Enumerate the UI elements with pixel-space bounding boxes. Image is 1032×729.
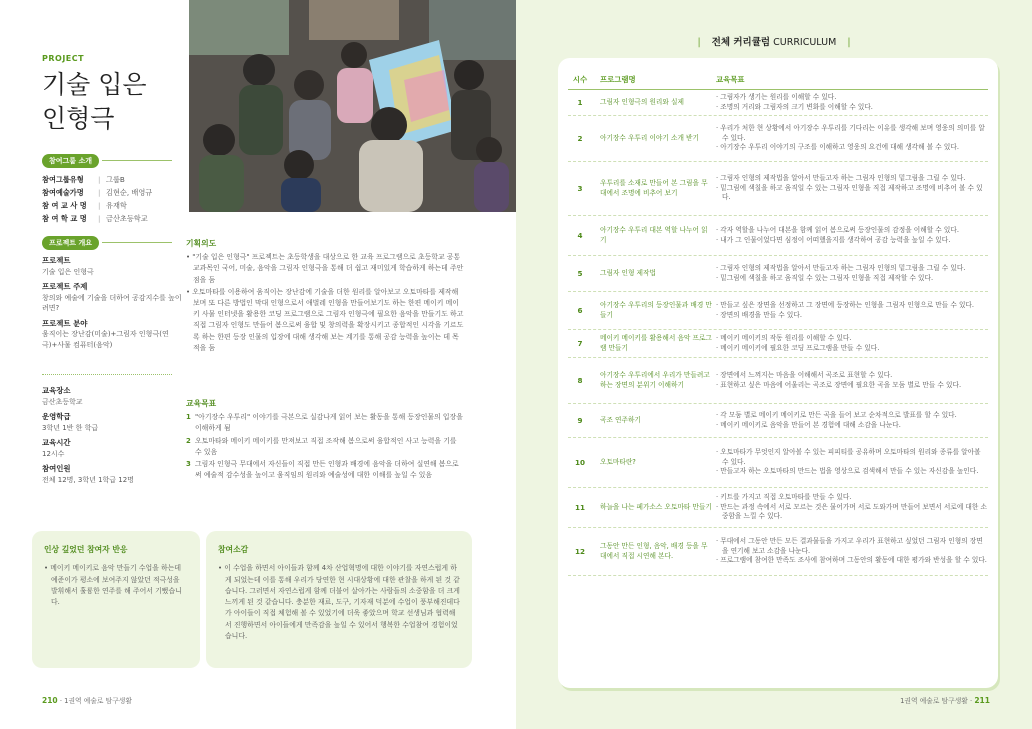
overview-heading: 프로젝트 주제 bbox=[42, 282, 88, 291]
intro-pill-line bbox=[102, 160, 172, 161]
classroom-photo-image bbox=[189, 0, 516, 212]
row-goals bbox=[712, 334, 988, 354]
detail-heading: 참여인원 bbox=[42, 464, 71, 473]
info-row bbox=[42, 212, 152, 225]
table-row bbox=[568, 488, 988, 528]
intent-paragraph: • 오토마타를 이용하여 움직이는 장난감에 기술을 더한 원리를 알아보고 오토마타를 제작해 보며 또 다른 방법인 막대 인형으로서 애벌레 인형을 만들어보기도 하는 한편 메이키 메이키 사물 인터넷을 활용한 코딩 프로그램으로 그림자 인형극에 필요한 음악을 만들기도 하고 직접 그림자 인형도 만들어 봄으로써 융합 및 창의력을 확장시키고 종합적인 시각을 기르도록 하는 한편 등장 인물의 입장에 대해 생각해 보는 계기를 통해 공감 능력을 높이는 데 목적을 둠 bbox=[186, 287, 464, 352]
row-goal-line: · 만드는 과정 속에서 서로 모르는 것은 물어가며 서로 도와가며 만들어 보면서 서로에 대한 소중함을 느낄 수 있다. bbox=[716, 502, 987, 521]
info-value: 그룹B bbox=[106, 175, 125, 184]
goal-item bbox=[186, 459, 464, 481]
row-program-name: 아기장수 우투리의 등장인물과 배경 만들기 bbox=[600, 300, 712, 319]
row-number: 7 bbox=[577, 338, 583, 348]
row-program-name: 우투리를 소재로 만들어 본 그림을 무대에서 조명에 비추어 보기 bbox=[600, 178, 708, 197]
title-bar-left: | bbox=[697, 37, 701, 48]
row-goals bbox=[712, 226, 988, 246]
row-goal-line: · 각자 역할을 나누어 대본을 함께 읽어 봄으로써 등장인물의 감정을 이해할 수 있다. bbox=[716, 225, 959, 234]
review-box bbox=[206, 531, 472, 668]
details-block bbox=[42, 381, 182, 485]
info-value: 금산초등학교 bbox=[106, 214, 148, 223]
goal-item bbox=[186, 436, 464, 458]
overview-heading: 프로젝트 분야 bbox=[42, 318, 88, 328]
reaction-heading: 인상 깊었던 참여자 반응 bbox=[44, 545, 128, 554]
table-row bbox=[568, 116, 988, 162]
goal-text: 그림자 인형극 무대에서 자신들이 직접 만든 인형과 배경에 음악을 더하여 실연해 봄으로써 예술적 감수성을 높이고 움직임의 원리와 예술성에 대한 이해를 높일 수 있음 bbox=[195, 460, 459, 480]
info-row bbox=[42, 186, 152, 199]
row-goals bbox=[712, 174, 988, 203]
row-goal-line: · 표현하고 싶은 마음에 어울리는 곡조로 장면에 필요한 곡을 모둠 별로 만들 수 있다. bbox=[716, 380, 962, 389]
info-separator: | bbox=[98, 201, 101, 210]
row-goal-line: · 프로그램에 참여한 만족도 조사에 참여하며 그동안의 활동에 대한 평가와 반성을 할 수 있다. bbox=[716, 556, 987, 565]
detail-heading: 교육시간 bbox=[42, 438, 71, 447]
table-header bbox=[568, 70, 988, 90]
row-number: 10 bbox=[574, 457, 585, 467]
goal-text: 오토마타와 메이키 메이키를 만져보고 직접 조작해 봄으로써 융합적인 사고 능력을 기를 수 있음 bbox=[195, 436, 457, 456]
right-page bbox=[516, 0, 1032, 729]
row-goals bbox=[712, 371, 988, 391]
row-program-name: 아기장수 우투리에서 우리가 만들려고 하는 장면의 분위기 이해하기 bbox=[600, 370, 710, 389]
overview-block bbox=[42, 251, 182, 350]
row-program-name: 하늘을 나는 페가소스 오토마타 만들기 bbox=[600, 502, 712, 511]
row-goals bbox=[712, 493, 988, 522]
row-number: 11 bbox=[574, 502, 585, 512]
group-info-list bbox=[42, 173, 152, 225]
goal-number: 3 bbox=[186, 460, 191, 469]
info-key: 참 여 교 사 명 bbox=[42, 201, 87, 210]
row-program-name: 아기장수 우투리 이야기 소개 받기 bbox=[600, 133, 699, 142]
row-goal-line: · 메이키 메이키의 작동 원리를 이해할 수 있다. bbox=[716, 333, 852, 342]
intent-section bbox=[186, 238, 464, 355]
row-number: 4 bbox=[577, 230, 583, 240]
row-goals bbox=[712, 301, 988, 321]
row-goals bbox=[712, 537, 988, 566]
row-program-name: 그림자 인형극의 원리와 실제 bbox=[600, 97, 684, 106]
info-row bbox=[42, 199, 152, 212]
table-row bbox=[568, 330, 988, 358]
overview-text: 움직이는 장난감(미술)+그림자 인형극(연극)+사물 컴퓨터(음악) bbox=[42, 330, 169, 349]
detail-heading: 운영학급 bbox=[42, 412, 71, 421]
goals-section bbox=[186, 398, 464, 482]
footer-text: 1권역 예술로 탐구생활 · bbox=[900, 697, 973, 705]
row-goal-line: · 만들고 싶은 장면을 선정하고 그 장면에 등장하는 인형을 그림자 인형으로 만들 수 있다. bbox=[716, 300, 974, 309]
table-row bbox=[568, 216, 988, 256]
detail-text: 금산초등학교 bbox=[42, 397, 83, 406]
info-separator: | bbox=[98, 175, 101, 184]
header-goal: 교육목표 bbox=[716, 75, 745, 84]
reaction-text: • 메이키 메이키로 음악 만들기 수업을 하는데 예준이가 평소에 보여주지 않았던 적극성을 발휘해서 훌륭한 연주를 해 주어서 기뻤습니다. bbox=[44, 564, 182, 607]
row-program-name: 그림자 인형 제작법 bbox=[600, 268, 656, 277]
row-goal-line: · 각 모둠 별로 메이키 메이키로 만든 곡을 들어 보고 순차적으로 발표를 할 수 있다. bbox=[716, 410, 957, 419]
row-number: 2 bbox=[577, 133, 583, 143]
row-goal-line: · 아기장수 우투리 이야기의 구조를 이해하고 영웅의 요건에 대해 생각해 볼 수 있다. bbox=[716, 143, 959, 152]
classroom-photo bbox=[189, 0, 516, 212]
table-row bbox=[568, 358, 988, 404]
title-line-1: 기술 입은 bbox=[42, 70, 147, 99]
info-separator: | bbox=[98, 188, 101, 197]
info-key: 참여예술가명 bbox=[42, 188, 84, 197]
detail-text: 전체 12명, 3학년 1학급 12명 bbox=[42, 475, 134, 484]
row-goal-line: · 내가 그 인물이었다면 심정이 어떠했을지를 생각하여 공감 능력을 높일 수 있다. bbox=[716, 235, 951, 244]
curriculum-title bbox=[516, 34, 1032, 48]
table-row bbox=[568, 438, 988, 488]
row-goal-line: · 그림자가 생기는 원리를 이해할 수 있다. bbox=[716, 92, 837, 101]
row-number: 9 bbox=[577, 415, 583, 425]
row-program-name: 곡조 연주하기 bbox=[600, 415, 641, 424]
curriculum-table bbox=[558, 58, 998, 688]
row-goal-line: · 장면의 배경을 만들 수 있다. bbox=[716, 310, 802, 319]
row-number: 12 bbox=[574, 546, 585, 556]
footer-text: · 1권역 예술로 탐구생활 bbox=[59, 697, 132, 705]
row-goal-line: · 밑그림에 색칠을 하고 움직일 수 있는 그림자 인형을 직접 제작하고 조명에 비추어 볼 수 있다. bbox=[716, 183, 983, 202]
footer-right bbox=[900, 695, 990, 705]
overview-heading: 프로젝트 bbox=[42, 256, 71, 265]
goal-text: "아기장수 우투리" 이야기를 극본으로 실감나게 읽어 보는 활동을 통해 등장인물의 입장을 이해하게 됨 bbox=[195, 413, 463, 433]
row-goals bbox=[712, 264, 988, 284]
footer-left bbox=[42, 695, 132, 705]
row-goal-line: · 조명의 거리와 그림자의 크기 변화를 이해할 수 있다. bbox=[716, 102, 873, 111]
intent-heading: 기획의도 bbox=[186, 239, 217, 248]
goals-heading: 교육목표 bbox=[186, 399, 217, 408]
info-key: 참 여 학 교 명 bbox=[42, 214, 87, 223]
info-value: 유재학 bbox=[106, 201, 127, 210]
row-goal-line: · 밑그림에 색칠을 하고 움직일 수 있는 그림자 인형을 직접 제작할 수 있다. bbox=[716, 273, 934, 282]
table-row bbox=[568, 90, 988, 116]
row-goal-line: · 메이키 메이키에 필요한 코딩 프로그램을 만들 수 있다. bbox=[716, 343, 880, 352]
row-goals bbox=[712, 93, 988, 113]
row-goal-line: · 오토마타가 무엇인지 알아볼 수 있는 피피티를 공유하며 오토마타의 원리와 종류를 알아볼 수 있다. bbox=[716, 447, 981, 466]
page-number: 210 bbox=[42, 696, 58, 705]
row-goal-line: · 그림자 인형의 제작법을 알아서 만들고자 하는 그림자 인형의 밑그림을 그릴 수 있다. bbox=[716, 173, 966, 182]
table-row bbox=[568, 528, 988, 576]
row-goal-line: · 그림자 인형의 제작법을 알아서 만들고자 하는 그림자 인형의 밑그림을 그릴 수 있다. bbox=[716, 263, 966, 272]
row-number: 6 bbox=[577, 305, 583, 315]
table-row bbox=[568, 162, 988, 216]
review-heading: 참여소감 bbox=[218, 545, 249, 554]
row-goal-line: · 우리가 처한 현 상황에서 아기장수 우투리를 기다리는 이유를 생각해 보며 영웅의 의미를 알 수 있다. bbox=[716, 123, 985, 142]
intro-pill: 참여그룹 소개 bbox=[42, 154, 99, 168]
detail-heading: 교육장소 bbox=[42, 386, 71, 395]
reaction-box bbox=[32, 531, 200, 668]
row-goal-line: · 만들고자 하는 오토마타의 만드는 법을 영상으로 검색해서 만들 수 있는 자신감을 높인다. bbox=[716, 467, 979, 476]
goal-item bbox=[186, 412, 464, 434]
row-goal-line: · 메이키 메이키로 음악을 만들어 본 경험에 대해 소감을 나눈다. bbox=[716, 420, 901, 429]
goal-number: 1 bbox=[186, 413, 191, 422]
table-row bbox=[568, 256, 988, 292]
page-title bbox=[42, 68, 147, 136]
row-number: 3 bbox=[577, 183, 583, 193]
row-number: 8 bbox=[577, 375, 583, 385]
table-row bbox=[568, 292, 988, 330]
curriculum-title-bold: 전체 커리큘럼 bbox=[711, 37, 771, 48]
row-goals bbox=[712, 448, 988, 477]
row-program-name: 오토마타란? bbox=[600, 457, 636, 466]
info-separator: | bbox=[98, 214, 101, 223]
info-value: 김현순, 배영규 bbox=[106, 188, 153, 197]
header-name: 프로그램명 bbox=[600, 75, 636, 84]
divider bbox=[42, 374, 172, 375]
row-number: 1 bbox=[577, 97, 583, 107]
table-row bbox=[568, 404, 988, 438]
info-key: 참여그룹유형 bbox=[42, 175, 84, 184]
row-goals bbox=[712, 411, 988, 431]
title-bar-right: | bbox=[847, 37, 851, 48]
page-number: 211 bbox=[974, 696, 990, 705]
row-goal-line: · 키트를 가지고 직접 오토마타를 만들 수 있다. bbox=[716, 492, 852, 501]
overview-pill-line bbox=[102, 242, 172, 243]
row-goals bbox=[712, 124, 988, 153]
title-line-2: 인형극 bbox=[42, 104, 115, 133]
intent-paragraph: • "기술 입은 인형극" 프로젝트는 초등학생을 대상으로 한 교육 프로그램으로 초등학교 공통 교과목인 국어, 미술, 음악을 그림자 인형극을 통해 더 쉽고 재미있게 학습하게 하는데 주안점을 둠 bbox=[186, 253, 464, 284]
row-goal-line: · 장면에서 느껴지는 마음을 이해해서 곡조로 표현할 수 있다. bbox=[716, 370, 893, 379]
info-row bbox=[42, 173, 152, 186]
row-program-name: 메이키 메이키를 활용해서 음악 프로그램 만들기 bbox=[600, 333, 712, 352]
goal-number: 2 bbox=[186, 436, 191, 445]
curriculum-title-light: CURRICULUM bbox=[773, 37, 837, 48]
row-goal-line: · 무대에서 그동안 만든 모든 결과물들을 가지고 우리가 표현하고 싶었던 그림자 인형의 장면을 연기해 보고 소감을 나눈다. bbox=[716, 536, 983, 555]
row-program-name: 아기장수 우투리 대본 역할 나누어 읽기 bbox=[600, 225, 708, 244]
row-program-name: 그동안 만든 인형, 음악, 배경 등을 무대에서 직접 시연해 본다. bbox=[600, 541, 708, 560]
project-label: PROJECT bbox=[42, 54, 85, 63]
overview-text: 기술 입은 인형극 bbox=[42, 267, 94, 276]
table-body bbox=[568, 90, 988, 576]
overview-pill: 프로젝트 개요 bbox=[42, 236, 99, 250]
row-number: 5 bbox=[577, 268, 583, 278]
review-text: • 이 수업을 하면서 아이들과 함께 4차 산업혁명에 대한 이야기를 자연스럽게 하게 되었는데 이를 통해 우리가 당연한 현 시대상황에 대한 관찰을 하게 된 것 같습니다. 그러면서 자연스럽게 함께 더불어 살아가는 사람들의 소중함을 더 크게 느끼게 된 것 같습니다. 충분한 재료, 도구, 기자재 덕분에 수업이 풍부해진데다가 아이들이 직접 체험해 볼 수 있었기에 더욱 좋았으며 학교 선생님과 협력해서 진행하면서 아이들에게 만족감을 높일 수 있어서 행복한 수업참여 경험이었습니다. bbox=[218, 564, 460, 641]
header-num: 시수 bbox=[572, 75, 588, 84]
detail-text: 12시수 bbox=[42, 449, 65, 458]
detail-text: 3학년 1반 한 학급 bbox=[42, 423, 99, 432]
overview-text: 창의와 예술에 기술을 더하여 공감지수를 높이려면? bbox=[42, 293, 182, 312]
